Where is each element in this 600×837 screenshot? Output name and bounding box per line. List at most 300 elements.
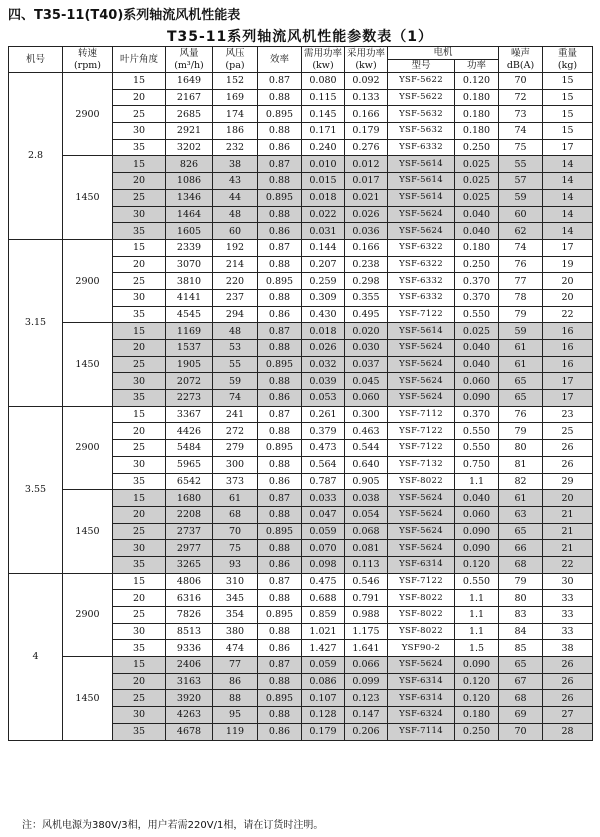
cell-pressure: 294 [213, 306, 258, 323]
cell-angle: 25 [113, 189, 166, 206]
cell-noise: 63 [499, 506, 543, 523]
cell-motor-power: 0.750 [455, 456, 499, 473]
cell-motor-power: 0.250 [455, 256, 499, 273]
cell-weight: 21 [543, 523, 593, 540]
cell-required-power: 0.015 [302, 173, 345, 190]
cell-airflow: 5484 [166, 440, 213, 457]
cell-motor-power: 0.120 [455, 673, 499, 690]
cell-used-power: 0.012 [345, 156, 388, 173]
cell-angle: 25 [113, 273, 166, 290]
cell-pressure: 220 [213, 273, 258, 290]
cell-weight: 15 [543, 73, 593, 90]
cell-speed: 1450 [63, 490, 113, 573]
cell-pressure: 310 [213, 573, 258, 590]
cell-noise: 61 [499, 340, 543, 357]
cell-pressure: 119 [213, 723, 258, 740]
cell-pressure: 86 [213, 673, 258, 690]
cell-pressure: 93 [213, 556, 258, 573]
cell-model-no: 3.55 [9, 406, 63, 573]
cell-weight: 27 [543, 707, 593, 724]
cell-required-power: 0.018 [302, 323, 345, 340]
cell-noise: 82 [499, 473, 543, 490]
cell-efficiency: 0.895 [258, 106, 302, 123]
cell-used-power: 0.495 [345, 306, 388, 323]
cell-motor-type: YSF-5624 [388, 223, 455, 240]
cell-motor-power: 0.180 [455, 239, 499, 256]
cell-airflow: 3367 [166, 406, 213, 423]
cell-angle: 30 [113, 206, 166, 223]
cell-efficiency: 0.88 [258, 256, 302, 273]
cell-efficiency: 0.88 [258, 173, 302, 190]
cell-weight: 17 [543, 239, 593, 256]
cell-angle: 25 [113, 106, 166, 123]
cell-used-power: 0.092 [345, 73, 388, 90]
cell-angle: 30 [113, 623, 166, 640]
cell-efficiency: 0.87 [258, 573, 302, 590]
table-row [9, 490, 593, 507]
cell-motor-power: 0.370 [455, 406, 499, 423]
cell-angle: 25 [113, 690, 166, 707]
cell-required-power: 0.032 [302, 356, 345, 373]
cell-pressure: 48 [213, 323, 258, 340]
cell-noise: 65 [499, 657, 543, 674]
cell-weight: 26 [543, 690, 593, 707]
cell-noise: 62 [499, 223, 543, 240]
cell-motor-type: YSF-5632 [388, 106, 455, 123]
cell-airflow: 6542 [166, 473, 213, 490]
cell-noise: 70 [499, 723, 543, 740]
cell-angle: 15 [113, 73, 166, 90]
cell-efficiency: 0.88 [258, 707, 302, 724]
cell-motor-type: YSF-6322 [388, 256, 455, 273]
cell-efficiency: 0.87 [258, 657, 302, 674]
cell-motor-power: 0.090 [455, 540, 499, 557]
cell-efficiency: 0.88 [258, 340, 302, 357]
cell-weight: 33 [543, 590, 593, 607]
cell-motor-power: 0.090 [455, 657, 499, 674]
cell-angle: 15 [113, 657, 166, 674]
cell-airflow: 2685 [166, 106, 213, 123]
cell-efficiency: 0.86 [258, 473, 302, 490]
cell-model-no: 2.8 [9, 73, 63, 240]
cell-efficiency: 0.87 [258, 406, 302, 423]
cell-airflow: 6316 [166, 590, 213, 607]
cell-required-power: 0.010 [302, 156, 345, 173]
cell-motor-power: 0.250 [455, 723, 499, 740]
cell-efficiency: 0.88 [258, 373, 302, 390]
cell-pressure: 232 [213, 139, 258, 156]
cell-motor-power: 1.1 [455, 590, 499, 607]
cell-pressure: 95 [213, 707, 258, 724]
footnote: 注：风机电源为380V/3相，用户若需220V/1相，请在订货时注明。 [22, 820, 324, 831]
cell-weight: 21 [543, 506, 593, 523]
cell-motor-power: 0.370 [455, 273, 499, 290]
cell-motor-type: YSF-5614 [388, 323, 455, 340]
cell-required-power: 0.018 [302, 189, 345, 206]
cell-angle: 30 [113, 540, 166, 557]
cell-motor-power: 0.040 [455, 223, 499, 240]
cell-weight: 14 [543, 189, 593, 206]
cell-motor-type: YSF-7112 [388, 406, 455, 423]
cell-motor-type: YSF-5624 [388, 356, 455, 373]
cell-noise: 67 [499, 673, 543, 690]
cell-required-power: 0.787 [302, 473, 345, 490]
cell-motor-power: 0.180 [455, 707, 499, 724]
cell-motor-power: 0.025 [455, 173, 499, 190]
cell-weight: 19 [543, 256, 593, 273]
cell-motor-type: YSF-5624 [388, 490, 455, 507]
cell-used-power: 0.054 [345, 506, 388, 523]
cell-motor-power: 0.090 [455, 523, 499, 540]
cell-efficiency: 0.86 [258, 556, 302, 573]
cell-efficiency: 0.86 [258, 306, 302, 323]
cell-airflow: 4545 [166, 306, 213, 323]
cell-pressure: 474 [213, 640, 258, 657]
cell-required-power: 0.059 [302, 523, 345, 540]
cell-airflow: 2208 [166, 506, 213, 523]
cell-airflow: 3810 [166, 273, 213, 290]
cell-efficiency: 0.895 [258, 189, 302, 206]
cell-weight: 38 [543, 640, 593, 657]
cell-airflow: 1649 [166, 73, 213, 90]
cell-weight: 22 [543, 556, 593, 573]
header-pressure: 风压 (pa) [213, 47, 258, 73]
cell-airflow: 3265 [166, 556, 213, 573]
cell-noise: 66 [499, 540, 543, 557]
cell-efficiency: 0.87 [258, 156, 302, 173]
cell-motor-power: 1.1 [455, 607, 499, 624]
cell-pressure: 77 [213, 657, 258, 674]
cell-used-power: 0.206 [345, 723, 388, 740]
cell-efficiency: 0.86 [258, 640, 302, 657]
cell-weight: 16 [543, 356, 593, 373]
cell-weight: 20 [543, 490, 593, 507]
cell-used-power: 0.066 [345, 657, 388, 674]
cell-used-power: 0.020 [345, 323, 388, 340]
cell-pressure: 192 [213, 239, 258, 256]
cell-motor-type: YSF-5624 [388, 523, 455, 540]
cell-noise: 84 [499, 623, 543, 640]
cell-pressure: 237 [213, 289, 258, 306]
cell-pressure: 373 [213, 473, 258, 490]
header-model-no: 机号 [9, 47, 63, 73]
cell-angle: 15 [113, 239, 166, 256]
header-efficiency: 效率 [258, 47, 302, 73]
cell-required-power: 0.473 [302, 440, 345, 457]
cell-used-power: 0.905 [345, 473, 388, 490]
cell-motor-type: YSF-5624 [388, 340, 455, 357]
cell-noise: 60 [499, 206, 543, 223]
cell-used-power: 0.463 [345, 423, 388, 440]
cell-pressure: 74 [213, 390, 258, 407]
cell-weight: 21 [543, 540, 593, 557]
cell-airflow: 4678 [166, 723, 213, 740]
cell-noise: 76 [499, 406, 543, 423]
cell-motor-type: YSF-5624 [388, 206, 455, 223]
cell-angle: 35 [113, 223, 166, 240]
cell-motor-power: 0.180 [455, 89, 499, 106]
cell-required-power: 0.564 [302, 456, 345, 473]
cell-efficiency: 0.88 [258, 89, 302, 106]
cell-motor-type: YSF-7122 [388, 573, 455, 590]
cell-angle: 25 [113, 356, 166, 373]
cell-motor-power: 0.025 [455, 323, 499, 340]
cell-required-power: 0.022 [302, 206, 345, 223]
cell-angle: 35 [113, 306, 166, 323]
cell-motor-power: 0.180 [455, 106, 499, 123]
cell-airflow: 1605 [166, 223, 213, 240]
cell-motor-type: YSF-8022 [388, 623, 455, 640]
cell-motor-type: YSF-5622 [388, 73, 455, 90]
cell-motor-power: 0.370 [455, 289, 499, 306]
cell-airflow: 1086 [166, 173, 213, 190]
cell-motor-type: YSF-5624 [388, 390, 455, 407]
cell-used-power: 1.641 [345, 640, 388, 657]
cell-efficiency: 0.88 [258, 540, 302, 557]
cell-airflow: 1346 [166, 189, 213, 206]
cell-required-power: 0.259 [302, 273, 345, 290]
cell-angle: 20 [113, 506, 166, 523]
cell-required-power: 0.080 [302, 73, 345, 90]
cell-airflow: 2273 [166, 390, 213, 407]
cell-motor-power: 0.040 [455, 206, 499, 223]
cell-efficiency: 0.895 [258, 273, 302, 290]
cell-airflow: 4426 [166, 423, 213, 440]
cell-angle: 15 [113, 406, 166, 423]
cell-efficiency: 0.86 [258, 139, 302, 156]
cell-used-power: 0.133 [345, 89, 388, 106]
cell-efficiency: 0.88 [258, 673, 302, 690]
cell-angle: 20 [113, 256, 166, 273]
cell-angle: 30 [113, 123, 166, 140]
cell-airflow: 3920 [166, 690, 213, 707]
cell-speed: 1450 [63, 657, 113, 740]
header-motor: 电机 [388, 47, 499, 60]
cell-noise: 73 [499, 106, 543, 123]
cell-weight: 23 [543, 406, 593, 423]
cell-required-power: 0.026 [302, 340, 345, 357]
cell-used-power: 0.021 [345, 189, 388, 206]
cell-noise: 65 [499, 373, 543, 390]
cell-airflow: 8513 [166, 623, 213, 640]
cell-airflow: 1169 [166, 323, 213, 340]
cell-airflow: 3163 [166, 673, 213, 690]
cell-used-power: 0.081 [345, 540, 388, 557]
performance-table [8, 46, 593, 741]
cell-efficiency: 0.88 [258, 456, 302, 473]
cell-motor-power: 0.550 [455, 440, 499, 457]
cell-pressure: 300 [213, 456, 258, 473]
cell-angle: 20 [113, 590, 166, 607]
cell-motor-type: YSF-6314 [388, 673, 455, 690]
cell-motor-type: YSF-5624 [388, 540, 455, 557]
cell-motor-type: YSF-8022 [388, 590, 455, 607]
cell-motor-power: 0.090 [455, 390, 499, 407]
cell-used-power: 0.017 [345, 173, 388, 190]
cell-used-power: 0.640 [345, 456, 388, 473]
cell-noise: 85 [499, 640, 543, 657]
cell-pressure: 68 [213, 506, 258, 523]
cell-model-no: 4 [9, 573, 63, 740]
cell-angle: 15 [113, 573, 166, 590]
header-speed: 转速 (rpm) [63, 47, 113, 73]
cell-motor-power: 0.040 [455, 340, 499, 357]
cell-pressure: 75 [213, 540, 258, 557]
cell-required-power: 0.240 [302, 139, 345, 156]
cell-airflow: 4806 [166, 573, 213, 590]
cell-efficiency: 0.88 [258, 623, 302, 640]
cell-airflow: 3202 [166, 139, 213, 156]
cell-airflow: 2921 [166, 123, 213, 140]
cell-motor-power: 1.1 [455, 473, 499, 490]
cell-angle: 25 [113, 523, 166, 540]
cell-efficiency: 0.86 [258, 223, 302, 240]
cell-used-power: 0.166 [345, 106, 388, 123]
cell-motor-type: YSF-5614 [388, 173, 455, 190]
cell-motor-type: YSF-5614 [388, 189, 455, 206]
cell-efficiency: 0.87 [258, 490, 302, 507]
cell-used-power: 0.099 [345, 673, 388, 690]
cell-noise: 81 [499, 456, 543, 473]
cell-used-power: 0.276 [345, 139, 388, 156]
cell-required-power: 0.207 [302, 256, 345, 273]
cell-efficiency: 0.88 [258, 506, 302, 523]
cell-used-power: 0.147 [345, 707, 388, 724]
cell-weight: 26 [543, 673, 593, 690]
cell-used-power: 0.038 [345, 490, 388, 507]
table-body [9, 73, 593, 741]
cell-weight: 22 [543, 306, 593, 323]
cell-efficiency: 0.895 [258, 356, 302, 373]
cell-airflow: 2737 [166, 523, 213, 540]
cell-required-power: 0.379 [302, 423, 345, 440]
header-motor-power: 功率 [455, 60, 499, 73]
table-row [9, 239, 593, 256]
cell-angle: 20 [113, 423, 166, 440]
cell-noise: 79 [499, 573, 543, 590]
cell-weight: 26 [543, 440, 593, 457]
cell-noise: 79 [499, 423, 543, 440]
cell-airflow: 3070 [166, 256, 213, 273]
cell-airflow: 2339 [166, 239, 213, 256]
cell-motor-power: 1.1 [455, 623, 499, 640]
cell-weight: 15 [543, 123, 593, 140]
cell-required-power: 0.115 [302, 89, 345, 106]
cell-motor-type: YSF-6332 [388, 273, 455, 290]
cell-pressure: 44 [213, 189, 258, 206]
cell-efficiency: 0.895 [258, 690, 302, 707]
cell-pressure: 272 [213, 423, 258, 440]
cell-efficiency: 0.88 [258, 590, 302, 607]
cell-noise: 59 [499, 323, 543, 340]
cell-efficiency: 0.88 [258, 206, 302, 223]
cell-required-power: 0.107 [302, 690, 345, 707]
table-row [9, 573, 593, 590]
cell-efficiency: 0.88 [258, 123, 302, 140]
cell-pressure: 169 [213, 89, 258, 106]
cell-noise: 61 [499, 356, 543, 373]
cell-efficiency: 0.87 [258, 73, 302, 90]
cell-pressure: 214 [213, 256, 258, 273]
header-airflow: 风量 (m³/h) [166, 47, 213, 73]
cell-pressure: 174 [213, 106, 258, 123]
cell-motor-type: YSF-8022 [388, 473, 455, 490]
cell-used-power: 0.113 [345, 556, 388, 573]
cell-noise: 65 [499, 523, 543, 540]
cell-airflow: 2977 [166, 540, 213, 557]
cell-used-power: 0.298 [345, 273, 388, 290]
cell-angle: 30 [113, 289, 166, 306]
cell-angle: 20 [113, 340, 166, 357]
cell-angle: 15 [113, 156, 166, 173]
cell-motor-power: 0.060 [455, 373, 499, 390]
cell-required-power: 1.021 [302, 623, 345, 640]
cell-angle: 25 [113, 440, 166, 457]
cell-noise: 70 [499, 73, 543, 90]
cell-used-power: 0.300 [345, 406, 388, 423]
cell-required-power: 0.261 [302, 406, 345, 423]
cell-noise: 80 [499, 440, 543, 457]
cell-airflow: 2072 [166, 373, 213, 390]
cell-motor-power: 0.250 [455, 139, 499, 156]
cell-motor-type: YSF-5622 [388, 89, 455, 106]
cell-motor-type: YSF-7122 [388, 306, 455, 323]
cell-required-power: 0.309 [302, 289, 345, 306]
cell-pressure: 59 [213, 373, 258, 390]
cell-angle: 20 [113, 89, 166, 106]
cell-weight: 26 [543, 456, 593, 473]
cell-motor-type: YSF-5624 [388, 657, 455, 674]
cell-motor-power: 0.040 [455, 490, 499, 507]
cell-required-power: 0.070 [302, 540, 345, 557]
cell-required-power: 0.047 [302, 506, 345, 523]
cell-pressure: 43 [213, 173, 258, 190]
cell-angle: 35 [113, 723, 166, 740]
cell-noise: 78 [499, 289, 543, 306]
cell-required-power: 0.430 [302, 306, 345, 323]
cell-motor-type: YSF-7122 [388, 423, 455, 440]
cell-used-power: 0.045 [345, 373, 388, 390]
table-row [9, 406, 593, 423]
cell-pressure: 55 [213, 356, 258, 373]
cell-weight: 20 [543, 273, 593, 290]
cell-used-power: 0.546 [345, 573, 388, 590]
cell-angle: 20 [113, 673, 166, 690]
cell-used-power: 0.238 [345, 256, 388, 273]
cell-angle: 30 [113, 373, 166, 390]
table-row [9, 73, 593, 90]
cell-motor-type: YSF-7114 [388, 723, 455, 740]
cell-airflow: 4263 [166, 707, 213, 724]
header-required-power: 需用功率(kw) [302, 47, 345, 73]
cell-pressure: 241 [213, 406, 258, 423]
cell-weight: 15 [543, 106, 593, 123]
cell-pressure: 354 [213, 607, 258, 624]
cell-used-power: 0.037 [345, 356, 388, 373]
cell-required-power: 0.171 [302, 123, 345, 140]
cell-required-power: 0.039 [302, 373, 345, 390]
cell-angle: 35 [113, 139, 166, 156]
cell-required-power: 0.098 [302, 556, 345, 573]
cell-efficiency: 0.87 [258, 239, 302, 256]
cell-noise: 57 [499, 173, 543, 190]
cell-motor-power: 0.120 [455, 690, 499, 707]
cell-pressure: 60 [213, 223, 258, 240]
cell-efficiency: 0.895 [258, 440, 302, 457]
cell-required-power: 0.086 [302, 673, 345, 690]
cell-motor-type: YSF-5632 [388, 123, 455, 140]
cell-required-power: 0.179 [302, 723, 345, 740]
